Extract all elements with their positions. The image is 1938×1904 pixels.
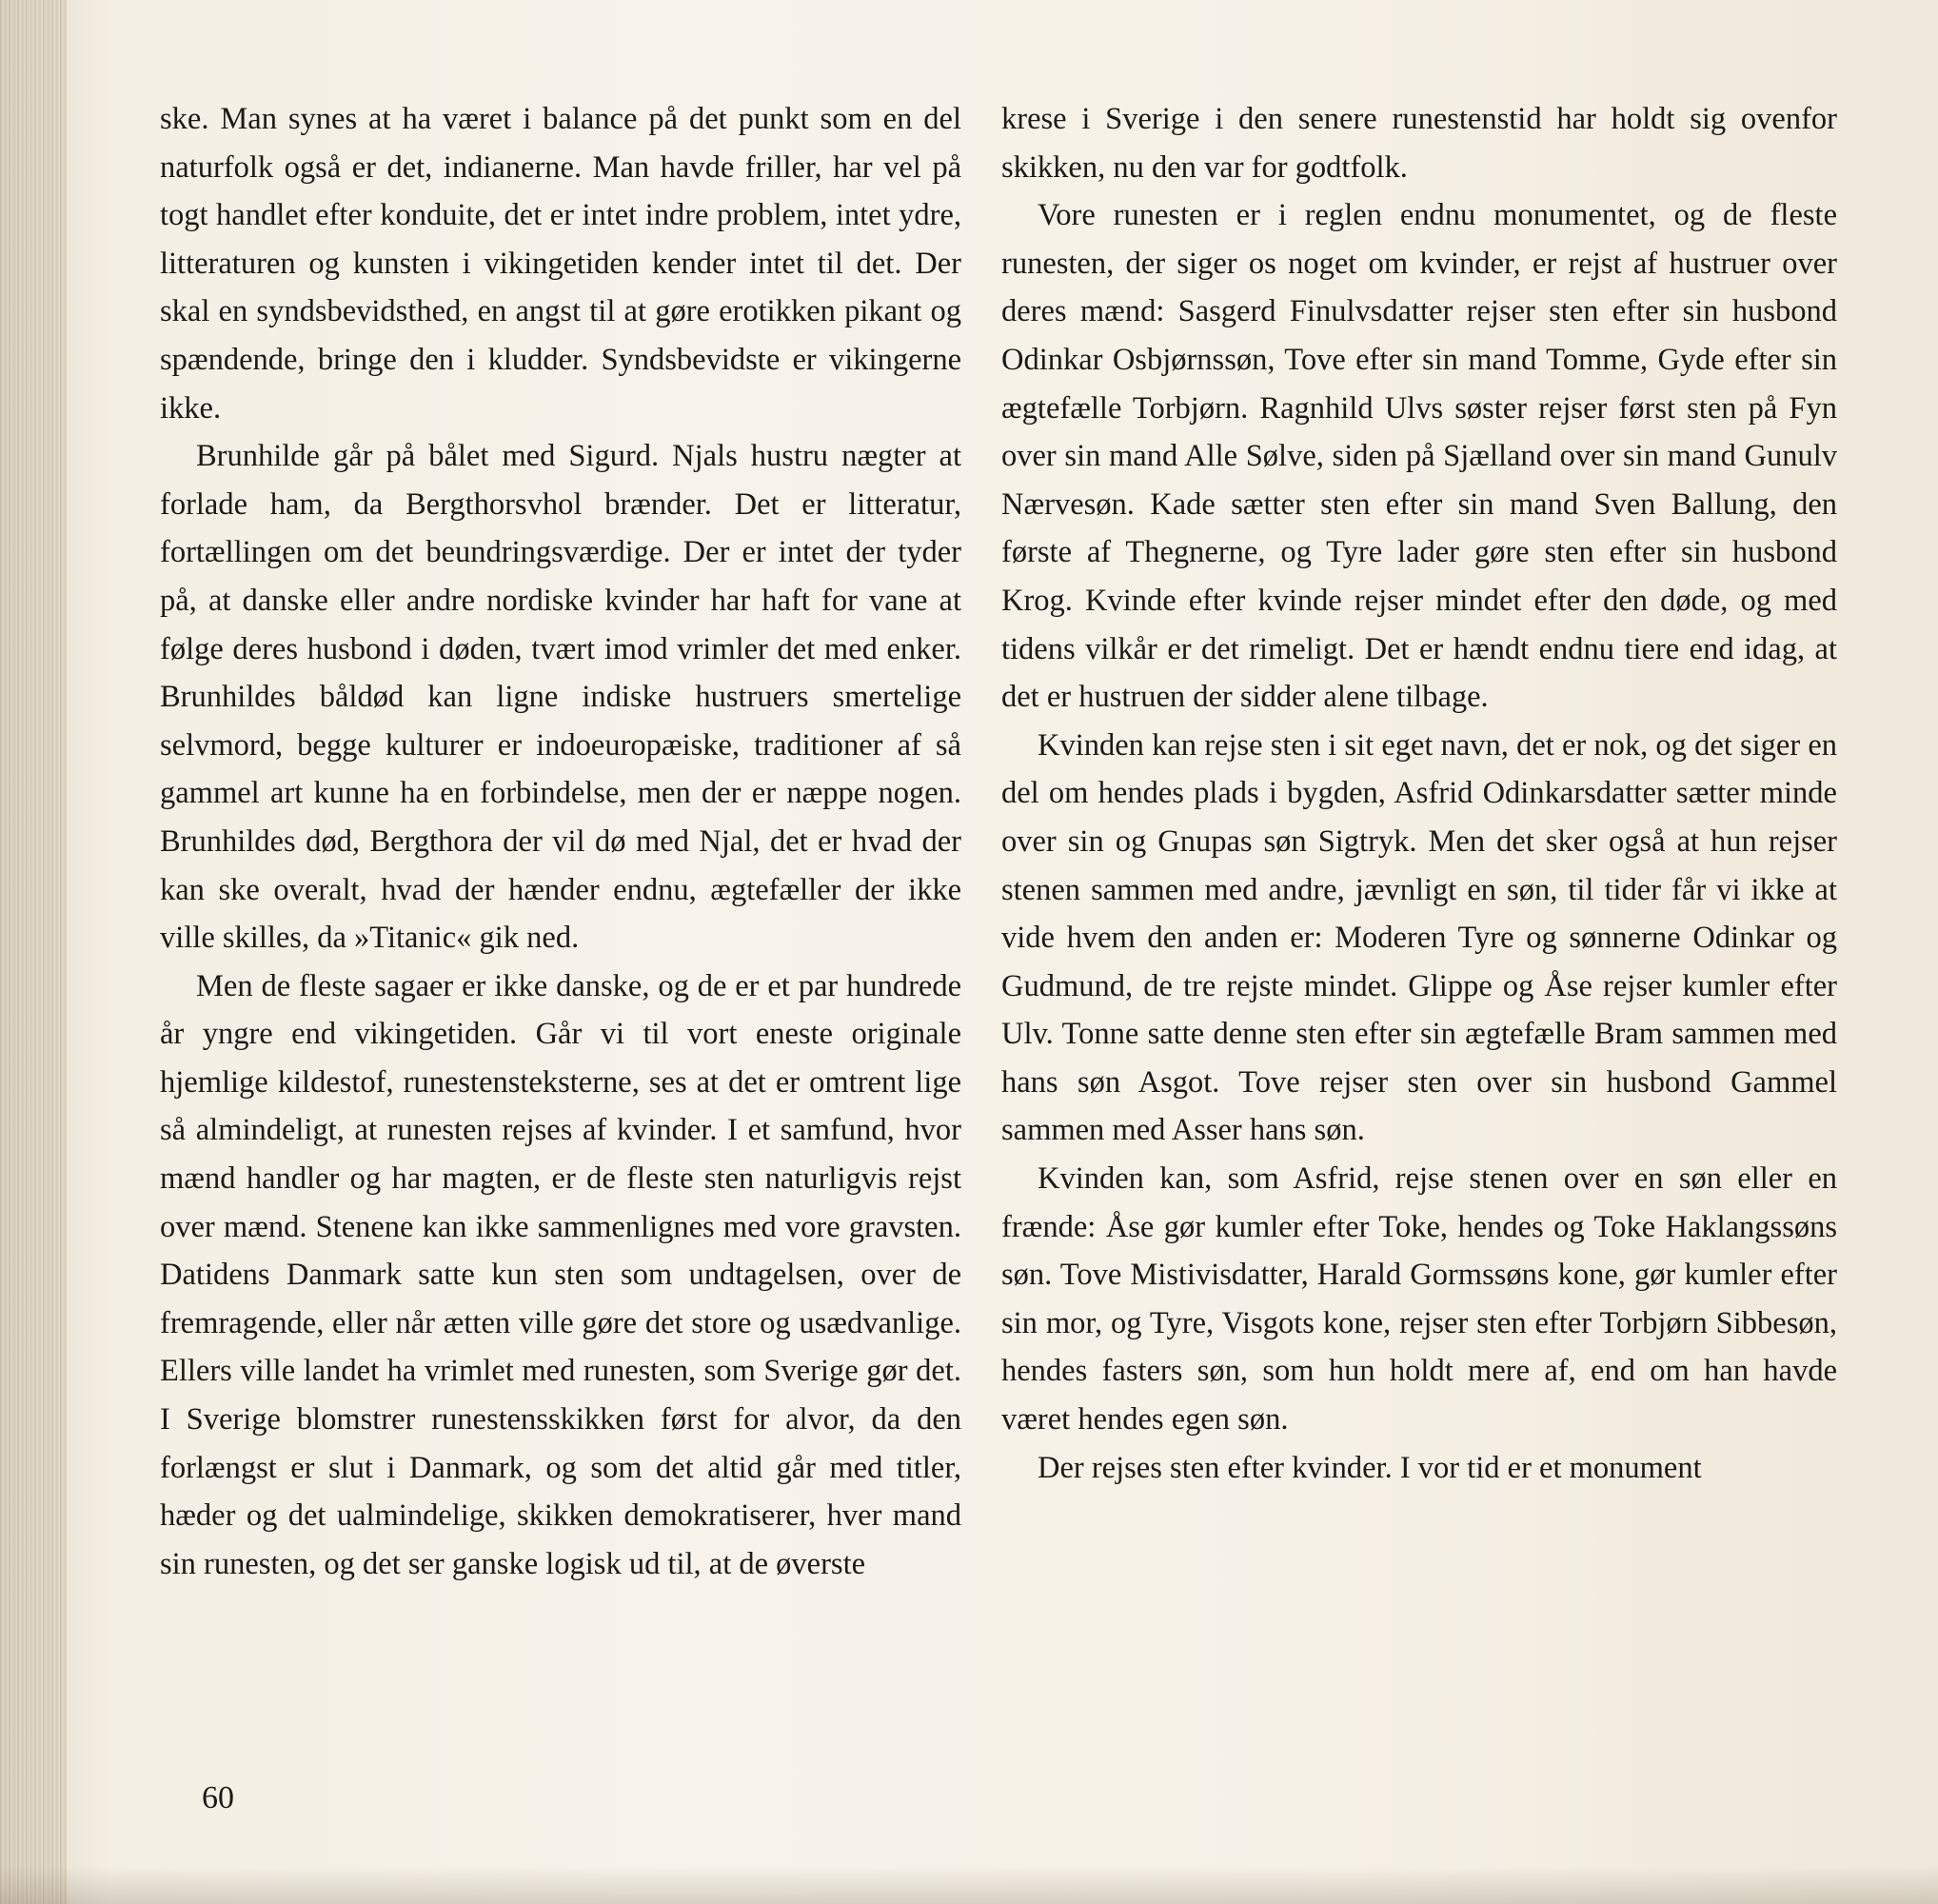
paragraph-right-3: Kvinden kan rejse sten i sit eget navn, det er nok, og det siger en del om hendes plads i bygden, Asfrid Odinkarsdatter sætter minde over sin og Gnupas søn Sigtryk. Men det sker også at hun rejser stenen sammen med andre, jævnligt en søn, til tider får vi ikke at vide hvem den anden er: Moderen Tyre og sønnerne Odinkar og Gudmund, de tre rejste mindet. Glippe og Åse rejser kumler efter Ulv. Tonne satte denne sten efter sin ægtefælle Bram sammen med hans søn Asgot. Tove rejser sten over sin husbond Gammel sammen med Asser hans søn.	[1001, 727, 1837, 1148]
paragraph-right-5: Der rejses sten efter kvinder. I vor tid er et monument	[1038, 1450, 1702, 1485]
left-text-column	[160, 95, 961, 1588]
paragraph-right-4: Kvinden kan, som Asfrid, rejse stenen over en søn eller en frænde: Åse gør kumler efter Toke, hendes og Toke Haklangssøns søn. Tove Mistivisdatter, Harald Gormssøns kone, gør kumler efter sin mor, og Tyre, Visgots kone, rejser sten efter Torbjørn Sibbesøn, hendes fasters søn, som hun holdt mere af, end om han havde været hendes egen søn.	[1001, 1161, 1837, 1438]
page-number: 60	[202, 1780, 234, 1815]
paragraph-left-1: ske. Man synes at ha været i balance på det punkt som en del naturfolk også er det, indianerne. Man havde friller, har vel på togt handlet efter konduite, det er intet indre problem, intet ydre, litteraturen og kunsten i vikingetiden kender intet til det. Der skal en syndsbevidsthed, en angst til at gøre erotikken pikant og spændende, bringe den i kludder. Syndsbevidste er vikingerne ikke.	[160, 102, 961, 426]
book-binding-edge	[0, 0, 67, 1904]
paragraph-right-1: krese i Sverige i den senere runestenstid har holdt sig ovenfor skikken, nu den var for godtfolk.	[1001, 102, 1837, 185]
paragraph-right-2: Vore runesten er i reglen endnu monumentet, og de fleste runesten, der siger os noget om kvinder, er rejst af hustruer over deres mænd: Sasgerd Finulvsdatter rejser sten efter sin husbond Odinkar Osbjørnssøn, Tove efter sin mand Tomme, Gyde efter sin ægtefælle Torbjørn. Ragnhild Ulvs søster rejser først sten på Fyn over sin mand Alle Sølve, siden på Sjælland over sin mand Gunulv Nærvesøn. Kade sætter sten efter sin mand Sven Ballung, den første af Thegnerne, og Tyre lader gøre sten efter sin husbond Krog. Kvinde efter kvinde rejser mindet efter den døde, og med tidens vilkår er det rimeligt. Det er hændt endnu tiere end idag, at det er hustruen der sidder alene tilbage.	[1001, 198, 1837, 715]
page-bottom-shadow	[0, 1866, 1938, 1904]
paragraph-left-3: Men de fleste sagaer er ikke danske, og de er et par hundrede år yngre end vikingetiden. Går vi til vort eneste originale hjemlige kildestof, runestensteksterne, ses at det er omtrent lige så almindeligt, at runesten rejses af kvinder. I et samfund, hvor mænd handler og har magten, er de fleste sten naturligvis rejst over mænd. Stenene kan ikke sammenlignes med vore gravsten. Datidens Danmark satte kun sten som undtagelsen, over de fremragende, eller når ætten ville gøre det store og usædvanlige. Ellers ville landet ha vrimlet med runesten, som Sverige gør det. I Sverige blomstrer runestensskikken først for alvor, da den forlængst er slut i Danmark, og som det altid går med titler, hæder og det ualmindelige, skikken demokratiserer, hver mand sin runesten, og det ser ganske logisk ud til, at de øverste	[160, 968, 961, 1581]
right-text-column	[1001, 95, 1837, 1492]
paragraph-left-2: Brunhilde går på bålet med Sigurd. Njals hustru nægter at forlade ham, da Bergthorsvhol brænder. Det er litteratur, fortællingen om det beundringsværdige. Der er intet der tyder på, at danske eller andre nordiske kvinder har haft for vane at følge deres husbond i døden, tvært imod vrimler det med enker. Brunhildes båldød kan ligne indiske hustruers smertelige selvmord, begge kulturer er indoeuropæiske, traditioner af så gammel art kunne ha en forbindelse, men der er næppe nogen. Brunhildes død, Bergthora der vil dø med Njal, det er hvad der kan ske overalt, hvad der hænder endnu, ægtefæller der ikke ville skilles, da »Titanic« gik ned.	[160, 439, 961, 956]
